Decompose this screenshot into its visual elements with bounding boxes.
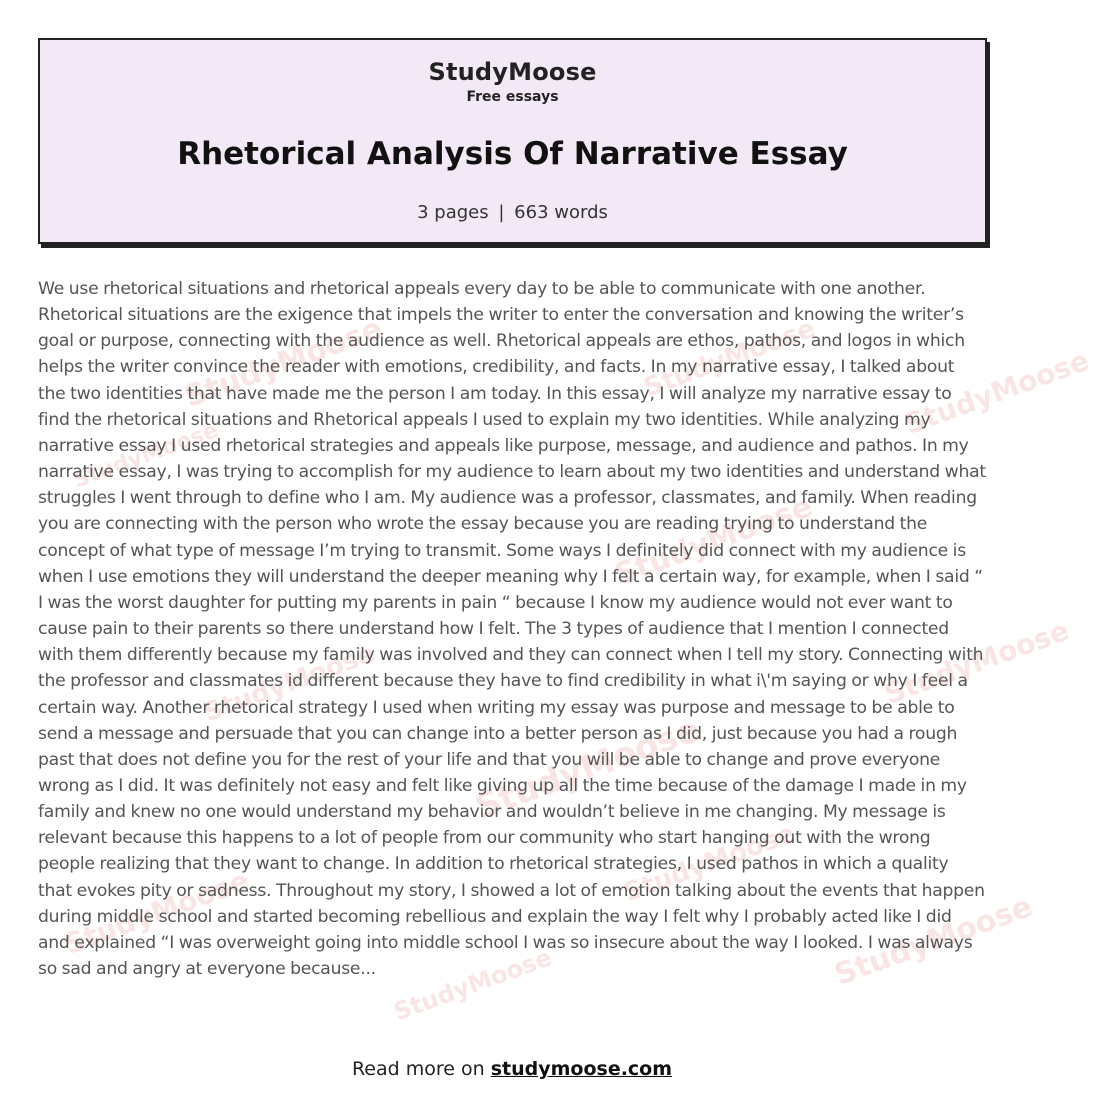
brand-logo[interactable]: StudyMoose: [428, 58, 597, 86]
essay-header-card: [38, 38, 987, 244]
meta-separator: |: [498, 202, 505, 223]
essay-meta: [40, 202, 985, 223]
essay-excerpt: We use rhetorical situations and rhetorical appeals every day to be able to communicate with one another. Rhetorical situations are the exigence that impels the writer to enter the conversation and knowing the writer’s goal or purpose, connecting with the audience as well. Rhetorical appeals are ethos, pathos, and logos in which helps the writer convince the reader with emotions, credibility, and facts. In my narrative essay, I talked about the two identities that have made me the person I am today. In this essay, I will analyze my narrative essay to find the rhetorical situations and Rhetorical appeals I used to explain my two identities. While analyzing my narrative essay I used rhetorical strategies and appeals like purpose, message, and audience and pathos. In my narrative essay, I was trying to accomplish for my audience to learn about my two identities and understand what struggles I went through to define who I am. My audience was a professor, classmates, and family. When reading you are connecting with the person who wrote the essay because you are reading trying to understand the concept of what type of message I’m trying to transmit. Some ways I definitely did connect with my audience is when I use emotions they will understand the deeper meaning why I felt a certain way, for example, when I said “ I was the worst daughter for putting my parents in pain “ because I know my audience would not ever want to cause pain to their parents so there understand how I felt. The 3 types of audience that I mention I connected with them differently because my family was involved and they can connect when I tell my story. Connecting with the professor and classmates id different because they have to find credibility in what i\'m saying or why I feel a certain way. Another rhetorical strategy I used when writing my essay was purpose and message to be able to send a message and persuade that you can change into a better person as I did, just because you had a rough past that does not define you for the rest of your life and that you will be able to change and prove everyone wrong as I did. It was definitely not easy and felt like giving up all the time because of the damage I made in my family and knew no one would understand my behavior and wouldn’t believe in me changing. My message is relevant because this happens to a lot of people from our community who start hanging out with the wrong people realizing that they want to change. In addition to rhetorical strategies, I used pathos in which a quality that evokes pity or sadness. Throughout my story, I showed a lot of emotion talking about the events that happen during middle school and started becoming rebellious and explain the way I felt why I probably acted like I did and explained “I was overweight going into middle school I was so insecure about the way I looked. I was always so sad and angry at everyone because...: [38, 279, 986, 980]
watermark-logo: StudyMoose: [900, 343, 1093, 442]
read-more-footer: [0, 1058, 1024, 1080]
brand-tagline: Free essays: [466, 89, 559, 105]
watermark-logo: StudyMoose: [70, 417, 222, 494]
watermark-logo: StudyMoose: [390, 943, 556, 1027]
watermark-logo: StudyMoose: [200, 638, 380, 729]
watermark-logo: StudyMoose: [610, 488, 818, 593]
watermark-logo: StudyMoose: [640, 313, 820, 404]
studymoose-link[interactable]: studymoose.com: [490, 1058, 673, 1080]
watermark-logo: StudyMoose: [60, 863, 254, 962]
word-count: 663 words: [514, 202, 608, 223]
watermark-logo: StudyMoose: [880, 613, 1074, 712]
page-count: 3 pages: [417, 202, 489, 223]
watermark-logo: StudyMoose: [830, 888, 1038, 993]
watermark-logo: StudyMoose: [620, 818, 800, 909]
read-more-prefix: Read more on: [351, 1058, 485, 1080]
watermark-logo: StudyMoose: [180, 310, 388, 415]
essay-title: Rhetorical Analysis Of Narrative Essay: [177, 136, 848, 172]
watermark-logo: StudyMoose: [470, 709, 705, 828]
